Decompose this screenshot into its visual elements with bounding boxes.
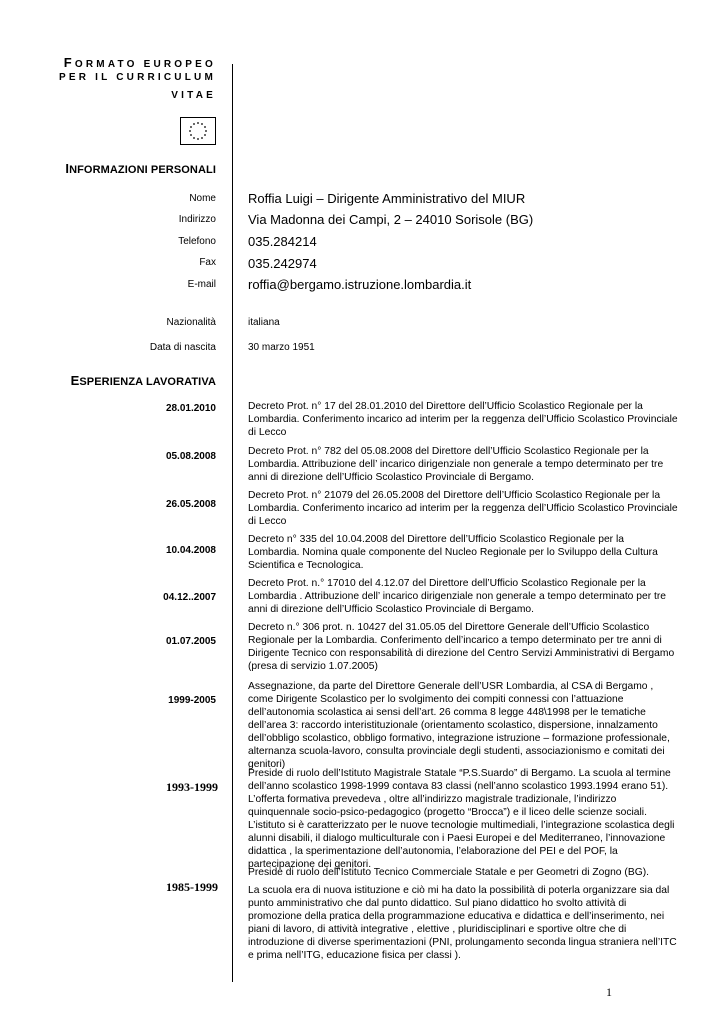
entry-date: 05.08.2008 (165, 451, 216, 462)
value-data-nascita: 30 marzo 1951 (248, 342, 315, 353)
entry-text: Preside di ruolo dell’Istituto Magistrale Statale “P.S.Suardo” di Bergamo. La scuola al termine dell’anno scolastico 1998-1999 contava 83 classi (nell’anno scolastico 1993.1994 erano 51). L’offerta formativa prevedeva , oltre all’indirizzo magistrale tradizionale, l’indirizzo quinquennale socio-psico-pedagogico (progetto “Brocca”) e il liceo delle scienze sociali. L’istituto si è caratterizzato per le nuove tecnologie multimediali, l’integrazione scolastica degli alunni disabili, il dialogo multiculturale con i Paesi Europei e del Mediterraneo, l’innovazione didattica , la sperimentazione dell’autonomia, l’elaborazione del PEI e del POF, la partecipazione dei genitori. (248, 768, 675, 870)
entry-text-continued: La scuola era di nuova istituzione e ciò mi ha dato la possibilità di poterla organizzare sia dal punto amministrativo che dal punto didattico. Sul piano didattico ho svolto attività di promozione della pratica della programmazione educativa e didattica e dell’inserimento, nei piani di lavoro, di attività integrative , elettive , pluridisciplinari e sportive oltre che di introduzione di diverse sperimentazioni (PNI, prolungamento seconda lingua straniera nell’ITC e prima nell’ITG, educazione fisica per classi ). (248, 885, 677, 961)
personal-info-heading-rest: NFORMAZIONI PERSONALI (69, 164, 216, 176)
entry-date: 28.01.2010 (165, 403, 216, 414)
label-data-nascita: Data di nascita (149, 342, 216, 353)
entry-date: 26.05.2008 (165, 499, 216, 510)
title-line-1-rest: ORMATO EUROPEO (74, 59, 216, 70)
entry-text: Preside di ruolo dell’Istituto Tecnico Commerciale Statale e per Geometri di Zogno (BG). (248, 867, 649, 878)
title-line-1: FORMATO EUROPEO (63, 55, 216, 70)
label-email: E-mail (187, 279, 216, 290)
entry-text: Decreto n° 335 del 10.04.2008 del Direttore dell’Ufficio Scolastico Regionale per la Lombardia. Nomina quale componente del Nucleo Regionale per lo Sviluppo della Cultura Scientifica e Tecnologica. (248, 534, 658, 571)
eu-flag-icon (180, 117, 216, 145)
entry-date: 10.04.2008 (165, 545, 216, 556)
entry-date: 1993-1999 (166, 780, 218, 794)
entry-date: 04.12..2007 (163, 592, 216, 603)
label-telefono: Telefono (178, 236, 216, 247)
title-line-2: PER IL CURRICULUM (59, 72, 216, 83)
value-indirizzo: Via Madonna dei Campi, 2 – 24010 Sorisole (BG) (248, 212, 534, 227)
entry-date: 1999-2005 (168, 695, 216, 706)
entry-date: 1985-1999 (166, 880, 218, 894)
entry-text: Decreto Prot. n° 21079 del 26.05.2008 del Direttore dell’Ufficio Scolastico Regionale per la Lombardia. Conferimento incarico ad interim per la reggenza dell’Ufficio Scolastico Provinciale di Lecco (248, 490, 678, 527)
value-telefono: 035.284214 (248, 234, 317, 249)
label-indirizzo: Indirizzo (178, 214, 216, 225)
page-number: 1 (606, 985, 612, 999)
label-nazionalita: Nazionalità (166, 317, 216, 328)
value-nazionalita: italiana (248, 317, 280, 328)
vertical-divider (232, 64, 233, 982)
entry-date: 01.07.2005 (165, 636, 216, 647)
entry-text: Assegnazione, da parte del Direttore Generale dell’USR Lombardia, al CSA di Bergamo , come Dirigente Scolastico per lo svolgimento dei compiti connessi con l’attuazione dell’autonomia scolastica ai sensi dell’art. 26 comma 8 legge 448\1998 per le tematiche dell’area 3: raccordo interistituzionale (orientamento scolastico, dispersione, innalzamento dell’obbligo scolastico, obbligo formativo, integrazione istruzione – formazione professionale, alternanza scuola-lavoro, consulta provinciale degli studenti, associazionismo e comitati dei genitori) (248, 681, 670, 770)
label-fax: Fax (199, 257, 216, 268)
value-email[interactable]: roffia@bergamo.istruzione.lombardia.it (248, 277, 472, 292)
value-nome: Roffia Luigi – Dirigente Amministrativo del MIUR (248, 191, 526, 206)
personal-info-heading: INFORMAZIONI PERSONALI (65, 161, 216, 176)
entry-text: Decreto Prot. n.° 17010 del 4.12.07 del Direttore dell’Ufficio Scolastico Regionale per la Lombardia . Attribuzione dell’ incarico dirigenziale non generale a tempo determinato per tre anni di direzione dell’Ufficio Scolastico Provinciale di Bergamo. (248, 578, 667, 615)
entry-text: Decreto Prot. n° 782 del 05.08.2008 del Direttore dell’Ufficio Scolastico Regionale per la Lombardia. Attribuzione dell’ incarico dirigenziale non generale a tempo determinato per tre anni di direzione dell’Ufficio Scolastico Provinciale di Bergamo. (248, 446, 664, 483)
experience-heading: ESPERIENZA LAVORATIVA (70, 373, 216, 388)
experience-heading-rest: SPERIENZA LAVORATIVA (79, 376, 216, 388)
label-nome: Nome (189, 193, 216, 204)
value-fax: 035.242974 (248, 256, 317, 271)
entry-text: Decreto n.° 306 prot. n. 10427 del 31.05.05 del Direttore Generale dell’Ufficio Scolastico Regionale per la Lombardia. Conferimento dell’incarico a tempo determinato per tre anni di Dirigente Tecnico con responsabilità di direzione del Centro Servizi Amministrativi di Bergamo (presa di servizio 1.07.2005) (248, 622, 675, 672)
title-line-3: VITAE (171, 90, 216, 101)
entry-text: Decreto Prot. n° 17 del 28.01.2010 del Direttore dell’Ufficio Scolastico Regionale per la Lombardia. Conferimento incarico ad interim per la reggenza dell’Ufficio Scolastico Provinciale di Lecco (248, 401, 678, 438)
